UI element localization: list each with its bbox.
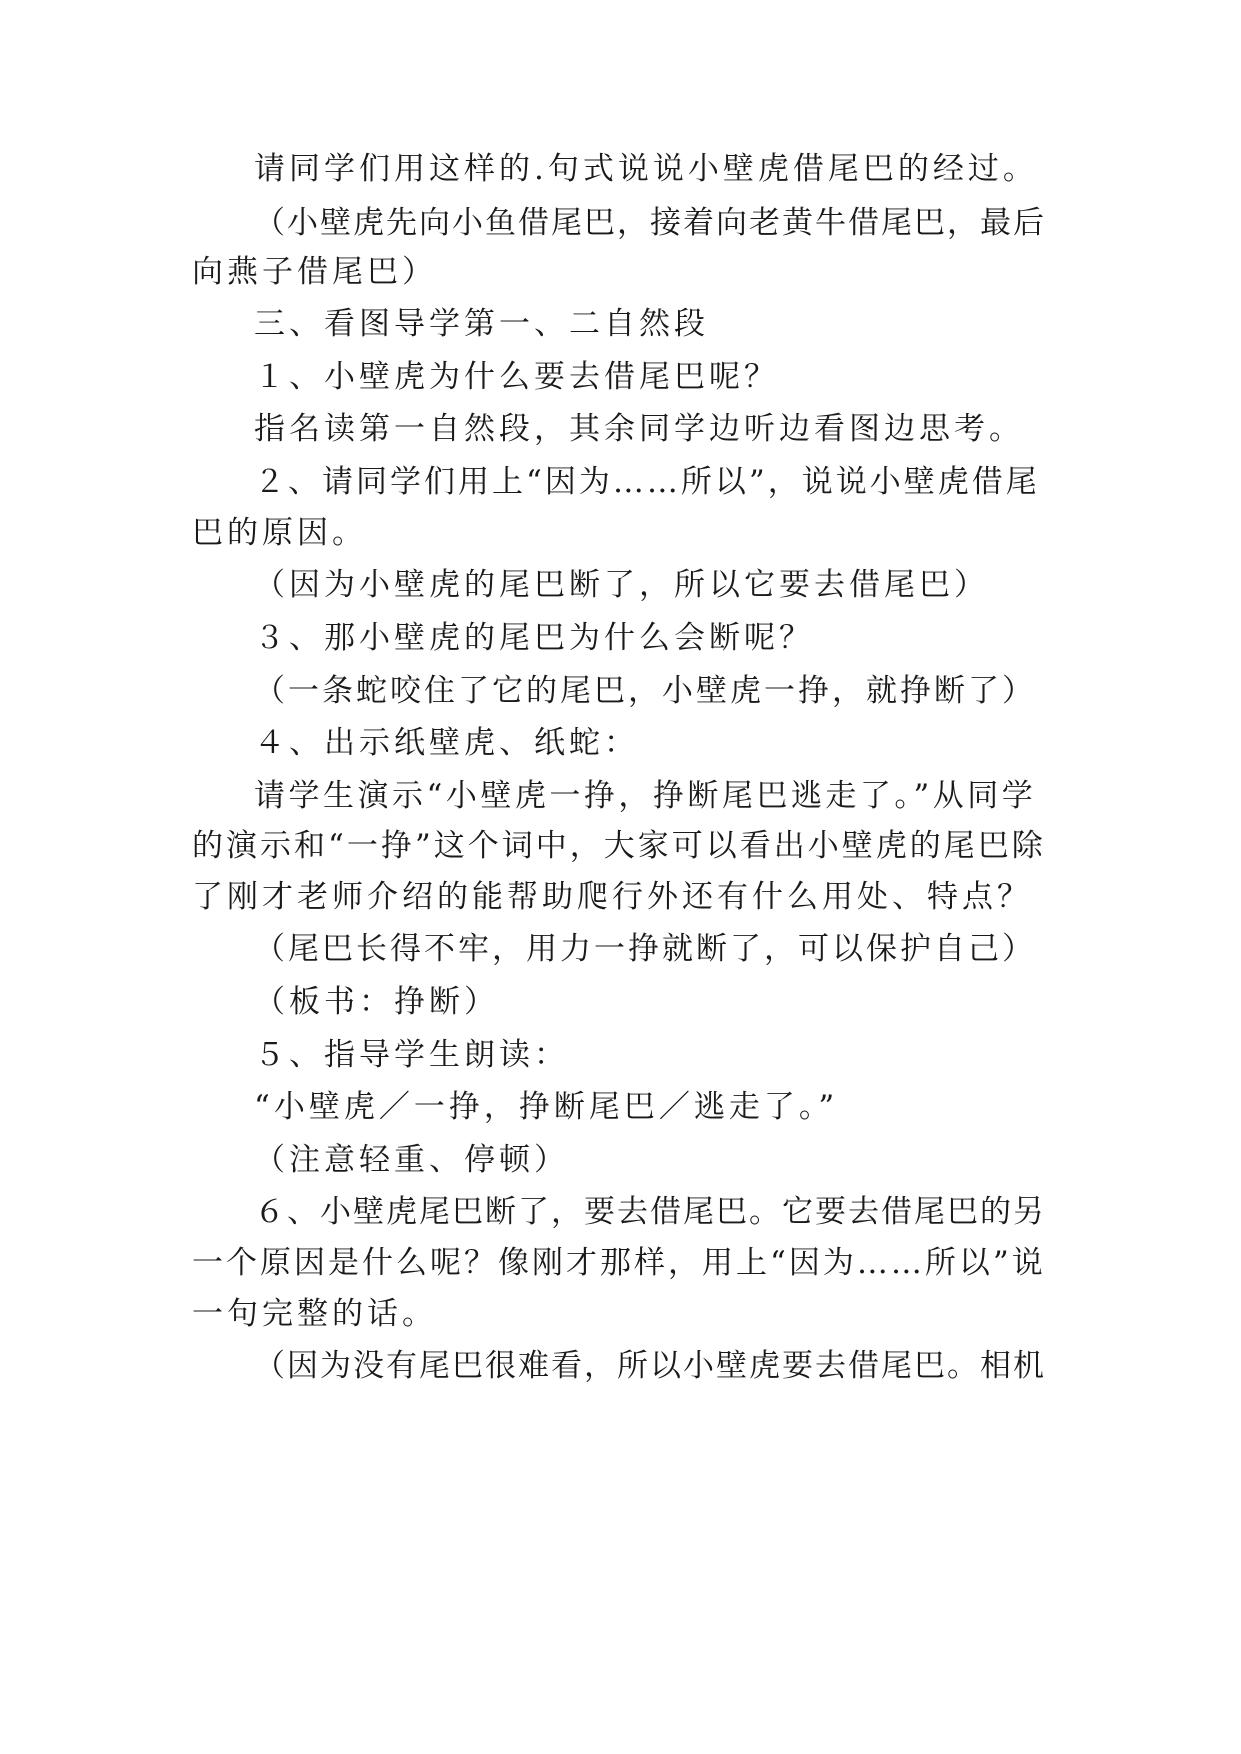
paragraph-line: 巴的原因。 [192, 515, 367, 551]
list-item: １、小壁虎为什么要去借尾巴呢？ [254, 359, 779, 395]
paragraph-line: “小壁虎／一挣，挣断尾巴／逃走了。” [254, 1089, 839, 1125]
section-heading: 三、看图导学第一、二自然段 [254, 306, 709, 342]
paragraph-line: （注意轻重、停顿） [254, 1142, 569, 1178]
paragraph-line: （因为没有尾巴很难看，所以小壁虎要去借尾巴。相机 [254, 1348, 1046, 1384]
list-item: ５、指导学生朗读： [254, 1037, 569, 1073]
paragraph-line: （板书：挣断） [254, 984, 499, 1020]
paragraph-line: 一句完整的话。 [192, 1296, 437, 1332]
paragraph-line: 的演示和“一挣”这个词中，大家可以看出小壁虎的尾巴除 [192, 828, 1046, 864]
list-item: ４、出示纸壁虎、纸蛇： [254, 725, 639, 761]
paragraph-line: 请学生演示“小壁虎一挣，挣断尾巴逃走了。”从同学 [254, 778, 1037, 814]
list-item: ３、那小壁虎的尾巴为什么会断呢？ [254, 620, 814, 656]
list-item: ２、请同学们用上“因为……所以”，说说小壁虎借尾 [254, 464, 1040, 500]
paragraph-line: （小壁虎先向小鱼借尾巴，接着向老黄牛借尾巴，最后 [254, 205, 1046, 241]
paragraph-line: （因为小壁虎的尾巴断了，所以它要去借尾巴） [254, 567, 989, 603]
list-item: ６、小壁虎尾巴断了，要去借尾巴。它要去借尾巴的另 [254, 1194, 1046, 1230]
paragraph-line: （尾巴长得不牢，用力一挣就断了，可以保护自己） [254, 931, 1036, 967]
paragraph-line: 了刚才老师介绍的能帮助爬行外还有什么用处、特点？ [192, 879, 1032, 915]
paragraph-line: 指名读第一自然段，其余同学边听边看图边思考。 [254, 411, 1024, 447]
paragraph-line: 向燕子借尾巴） [192, 254, 437, 290]
paragraph-line: （一条蛇咬住了它的尾巴，小壁虎一挣，就挣断了） [254, 673, 1036, 709]
paragraph-line: 一个原因是什么呢？像刚才那样，用上“因为……所以”说 [192, 1245, 1046, 1281]
paragraph-line: 请同学们用这样的.句式说说小壁虎借尾巴的经过。 [254, 151, 1038, 187]
